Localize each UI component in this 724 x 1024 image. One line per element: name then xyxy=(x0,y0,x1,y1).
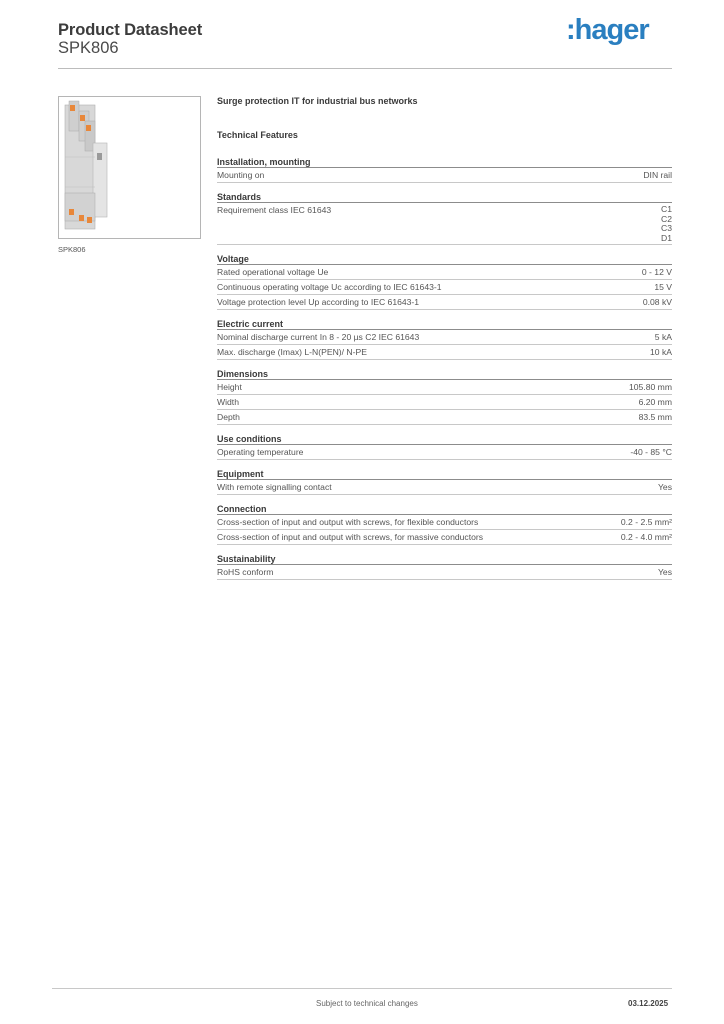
spec-value-line: 0 - 12 V xyxy=(641,267,672,277)
spec-value-line: C3 xyxy=(661,223,672,233)
spec-value-line: C2 xyxy=(661,213,672,224)
spec-row xyxy=(217,203,672,245)
spec-value xyxy=(643,170,672,181)
spec-section xyxy=(217,433,672,460)
header-divider xyxy=(58,68,672,69)
spec-label: Continuous operating voltage Uc according to IEC 61643-1 xyxy=(217,282,442,292)
spec-row xyxy=(217,410,672,425)
footer-note: Subject to technical changes xyxy=(316,999,418,1008)
spec-value-line: 0.2 - 4.0 mm² xyxy=(620,532,672,542)
specs-table xyxy=(217,156,672,588)
spec-value-line: Yes xyxy=(657,567,672,577)
hager-logo: :hager xyxy=(566,14,649,46)
spec-value-line: 0.08 kV xyxy=(642,297,672,307)
spec-label: Cross-section of input and output with screws, for massive conductors xyxy=(217,532,484,542)
spec-value xyxy=(621,532,672,543)
spec-section xyxy=(217,191,672,245)
spec-value-line: 6.20 mm xyxy=(638,397,672,407)
spec-value-line: -40 - 85 °C xyxy=(630,447,672,457)
spec-value xyxy=(639,412,672,423)
spec-row xyxy=(217,280,672,295)
spec-value xyxy=(630,447,672,458)
spec-row xyxy=(217,345,672,360)
section-title: Connection xyxy=(217,503,672,515)
product-image xyxy=(58,96,201,239)
spec-label: Operating temperature xyxy=(217,447,304,457)
spec-value xyxy=(621,517,672,528)
section-title: Sustainability xyxy=(217,553,672,565)
spec-label: Mounting on xyxy=(217,170,265,180)
spec-label: Max. discharge (Imax) L-N(PEN)/ N-PE xyxy=(217,347,367,357)
spec-value xyxy=(639,397,672,408)
spec-section xyxy=(217,253,672,310)
spec-label: RoHS conform xyxy=(217,567,274,577)
footer-divider xyxy=(52,988,672,989)
spec-value xyxy=(629,382,672,393)
spec-section xyxy=(217,503,672,545)
spec-row xyxy=(217,265,672,280)
spec-section xyxy=(217,156,672,183)
spec-value xyxy=(654,282,672,293)
spec-label: Height xyxy=(217,382,242,392)
section-title: Electric current xyxy=(217,318,672,330)
spec-label: With remote signalling contact xyxy=(217,482,332,492)
section-title: Dimensions xyxy=(217,368,672,380)
spec-row xyxy=(217,295,672,310)
spec-value-line: D1 xyxy=(661,232,672,243)
spec-section xyxy=(217,468,672,495)
spec-row xyxy=(217,380,672,395)
spec-row xyxy=(217,395,672,410)
spec-value-line: 15 V xyxy=(654,282,672,292)
spec-label: Cross-section of input and output with screws, for flexible conductors xyxy=(217,517,479,527)
spec-label: Rated operational voltage Ue xyxy=(217,267,329,277)
spec-value-line: Yes xyxy=(657,482,672,492)
spec-row xyxy=(217,515,672,530)
footer-date: 03.12.2025 xyxy=(628,999,669,1008)
spec-section xyxy=(217,553,672,580)
spec-label: Nominal discharge current In 8 - 20 µs C2 IEC 61643 xyxy=(217,332,420,342)
spec-row xyxy=(217,330,672,345)
spec-value xyxy=(650,347,672,358)
spec-value xyxy=(642,267,672,278)
section-title: Use conditions xyxy=(217,433,672,445)
surge-protector-image xyxy=(59,97,200,238)
spec-value-line: C1 xyxy=(661,204,672,214)
spec-row xyxy=(217,480,672,495)
page-title: Product Datasheet xyxy=(58,21,203,39)
spec-row xyxy=(217,565,672,580)
technical-features-title: Technical Features xyxy=(217,130,298,140)
section-title: Equipment xyxy=(217,468,672,480)
spec-value xyxy=(658,567,672,578)
spec-value-line: 83.5 mm xyxy=(638,412,672,422)
spec-label: Requirement class IEC 61643 xyxy=(217,205,332,215)
spec-row xyxy=(217,530,672,545)
spec-value xyxy=(658,482,672,493)
spec-value-line: 5 kA xyxy=(654,332,672,342)
spec-label: Depth xyxy=(217,412,240,422)
spec-value-line: 105.80 mm xyxy=(629,382,672,392)
spec-value-line: 0.2 - 2.5 mm² xyxy=(620,517,672,527)
spec-value xyxy=(643,297,672,308)
spec-value-line: DIN rail xyxy=(643,170,672,180)
spec-value xyxy=(655,332,672,343)
spec-value-line: 10 kA xyxy=(650,347,672,357)
spec-row xyxy=(217,168,672,183)
spec-label: Voltage protection level Up according to IEC 61643-1 xyxy=(217,297,420,307)
spec-label: Width xyxy=(217,397,239,407)
image-caption: SPK806 xyxy=(58,245,86,254)
spec-section xyxy=(217,318,672,360)
section-title: Standards xyxy=(217,191,672,203)
spec-value xyxy=(661,205,672,243)
spec-section xyxy=(217,368,672,425)
product-code: SPK806 xyxy=(58,39,119,57)
spec-row xyxy=(217,445,672,460)
section-title: Voltage xyxy=(217,253,672,265)
section-title: Installation, mounting xyxy=(217,156,672,168)
product-description: Surge protection IT for industrial bus networks xyxy=(217,96,418,106)
